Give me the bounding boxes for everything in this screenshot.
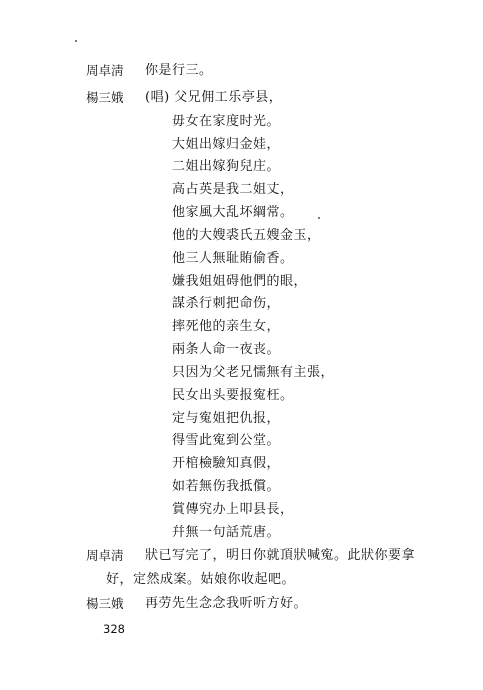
dialogue-line: 你是行三。: [145, 63, 213, 78]
dialogue-line: 再劳先生念念我听听方好。: [145, 596, 308, 611]
verse-line: 謀杀行刺把命伤，: [172, 296, 281, 311]
verse-line: 賞傳究办上叩县長，: [172, 502, 294, 517]
verse-line: 嫌我姐姐碍他們的眼，: [172, 274, 308, 289]
verse-line: 幷無一句話荒唐。: [172, 525, 281, 540]
speaker-name: 楊三娥: [86, 596, 124, 611]
dialogue-line: 狀已写完了，明日你就頂狀喊寃。此狀你要拿: [145, 548, 416, 563]
speaker-name: 周卓淸: [86, 63, 124, 78]
verse-line: 他家風大乱坏綱常。: [172, 205, 294, 220]
verse-line: 他三人無耻賄偷香。: [172, 251, 294, 266]
page-number: 328: [103, 622, 125, 636]
verse-line: 开棺檢驗知真假，: [172, 456, 281, 471]
verse-line: 毋女在家度时光。: [172, 114, 281, 129]
verse-line: 摔死他的亲生女，: [172, 319, 281, 334]
verse-line: 如若無伤我抵償。: [172, 479, 281, 494]
scan-speck: [318, 217, 320, 219]
verse-line: 他的大嫂裘氏五嫂金玉，: [172, 228, 321, 243]
verse-line: 定与寃姐把仇报，: [172, 411, 281, 426]
speaker-name: 周卓淸: [86, 548, 124, 563]
speaker-name: 楊三娥: [86, 90, 124, 105]
verse-line: 民女出头要报寃枉。: [172, 388, 294, 403]
verse-line: 大姐出嫁归金娃，: [172, 137, 281, 152]
verse-line: 二姐出嫁狗兒庄。: [172, 159, 281, 174]
verse-line: 只因为父老兄懦無有主張，: [172, 365, 335, 380]
dialogue-line: (唱) 父兄佣工乐亭县，: [145, 90, 283, 105]
verse-line: 高占英是我二姐丈，: [172, 182, 294, 197]
scan-speck: [75, 40, 77, 42]
dialogue-continuation: 好，定然成案。姑娘你收起吧。: [106, 572, 296, 587]
verse-line: 得雪此寃到公堂。: [172, 433, 281, 448]
verse-line: 兩条人命一夜丧。: [172, 342, 281, 357]
